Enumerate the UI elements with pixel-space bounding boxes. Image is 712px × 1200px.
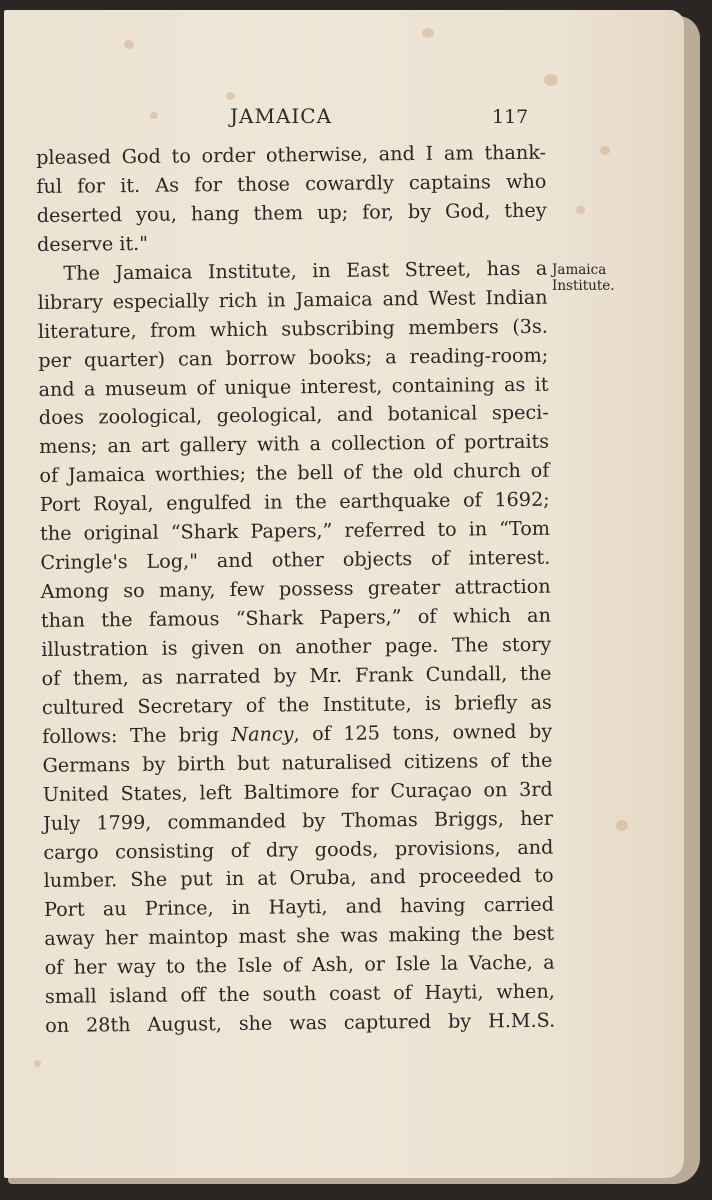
page-number: 117 xyxy=(492,106,529,128)
text-line: cultured Secretary of the Institute, is briefly as xyxy=(41,690,552,719)
text-line: of her way to the Isle of Ash, or Isle la Vache, a xyxy=(44,950,555,980)
text-line: pleased God to order otherwise, and I am thank- xyxy=(36,140,547,169)
text-line: of Jamaica worthies; the bell of the old church of xyxy=(39,458,550,488)
text-line: of them, as narrated by Mr. Frank Cundall, the xyxy=(41,661,552,690)
text-line: follows: The brig Nancy, of 125 tons, owned by xyxy=(42,719,553,748)
text-line: Germans by birth but naturalised citizens of the xyxy=(42,748,553,777)
text-line: July 1799, commanded by Thomas Briggs, her xyxy=(42,806,554,835)
foxing-spot xyxy=(576,206,585,214)
text-line: Among so many, few possess greater attraction xyxy=(40,574,551,604)
foxing-spot xyxy=(616,820,628,831)
text-line: on 28th August, she was captured by H.M.S. xyxy=(45,1008,556,1038)
book-page xyxy=(4,10,684,1178)
text-line: away her maintop mast she was making the best xyxy=(44,921,555,951)
text-line: per quarter) can borrow books; a reading-room; xyxy=(38,343,549,372)
foxing-spot xyxy=(34,1060,41,1067)
body-text xyxy=(36,139,555,1041)
running-head: JAMAICA xyxy=(230,104,333,128)
margin-note-line: Institute. xyxy=(552,278,615,294)
text-line: the original “Shark Papers,” referred to in “Tom xyxy=(39,516,551,546)
text-line: Port Royal, engulfed in the earthquake of 1692; xyxy=(39,487,550,517)
text-line: than the famous “Shark Papers,” of which an xyxy=(40,603,551,632)
text-line: cargo consisting of dry goods, provisions, and xyxy=(43,835,554,864)
foxing-spot xyxy=(422,28,434,38)
text-line: literature, from which subscribing members (3s. xyxy=(37,314,549,343)
margin-note xyxy=(552,262,615,294)
text-line: illustration is given on another page. The story xyxy=(41,632,552,661)
text-line: small island off the south coast of Hayti, when, xyxy=(44,979,555,1009)
text-line: Cringle's Log," and other objects of interest. xyxy=(40,545,551,575)
text-line: ful for it. As for those cowardly captains who xyxy=(36,169,547,198)
text-line: mens; an art gallery with a collection of portraits xyxy=(39,430,550,459)
text-line: deserted you, hang them up; for, by God, they xyxy=(36,198,547,227)
text-line: deserve it." xyxy=(36,231,149,256)
margin-note-line: Jamaica xyxy=(552,262,607,278)
foxing-spot xyxy=(544,74,558,86)
foxing-spot xyxy=(124,40,134,49)
text-line: Port au Prince, in Hayti, and having carried xyxy=(43,892,555,922)
text-line: and a museum of unique interest, containing as it xyxy=(38,372,549,401)
foxing-spot xyxy=(600,146,610,155)
foxing-spot xyxy=(226,92,235,100)
text-line: does zoological, geological, and botanical speci- xyxy=(38,401,549,430)
text-line: lumber. She put in at Oruba, and proceeded to xyxy=(43,864,554,893)
page-header xyxy=(4,104,684,132)
text-line: library especially rich in Jamaica and West Indian xyxy=(37,285,548,314)
text-line: The Jamaica Institute, in East Street, has a xyxy=(63,256,548,285)
text-line: United States, left Baltimore for Curaçao on 3rd xyxy=(42,777,553,806)
